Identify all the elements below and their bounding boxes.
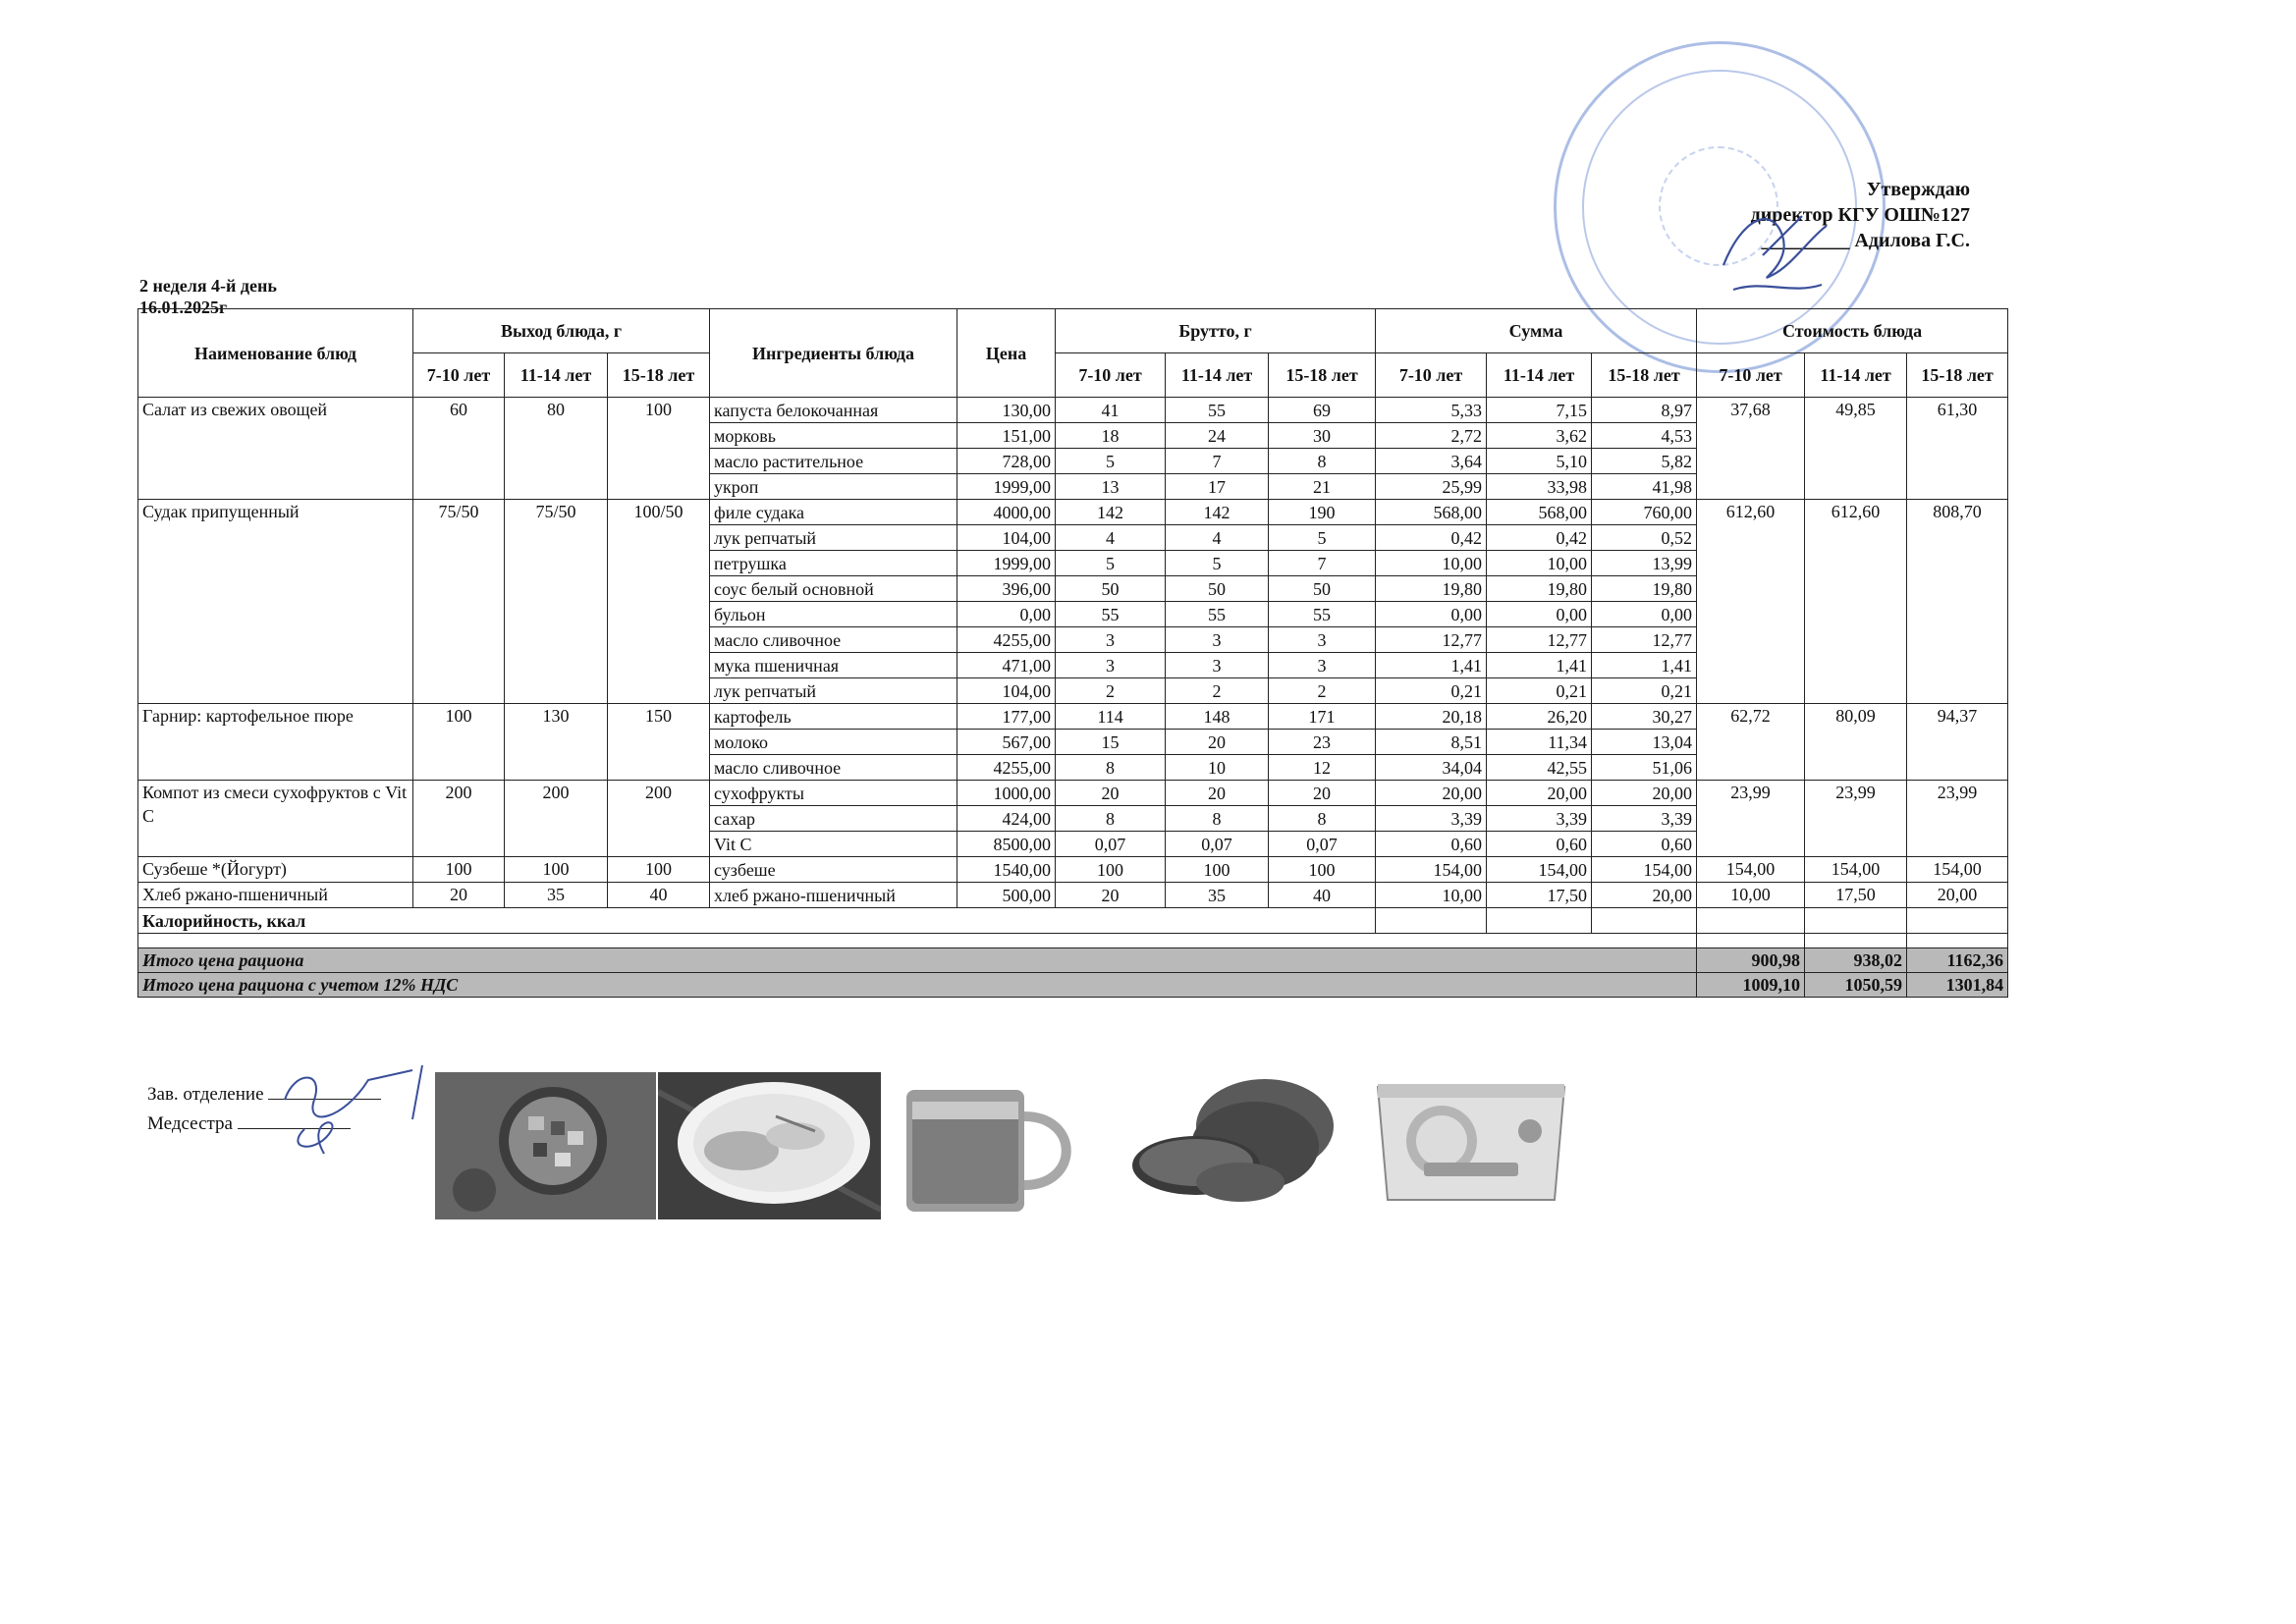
footer-signatures-ink [275,1060,432,1159]
sum-value: 0,60 [1487,832,1592,857]
brutto-value: 8 [1056,755,1166,781]
age-header: 7-10 лет [1697,353,1805,398]
sum-value: 30,27 [1592,704,1697,730]
total-vat-value: 1301,84 [1907,973,2008,998]
calories-label: Калорийность, ккал [138,908,1376,934]
spacer-row [138,934,2008,948]
dish-output: 100/50 [608,500,710,704]
ingredient-price: 1000,00 [957,781,1056,806]
sum-value: 3,39 [1376,806,1487,832]
brutto-value: 55 [1166,602,1269,627]
brutto-value: 7 [1269,551,1376,576]
sum-value: 12,77 [1376,627,1487,653]
dish-output: 75/50 [413,500,505,704]
brutto-value: 100 [1166,857,1269,883]
brutto-value: 50 [1056,576,1166,602]
sum-value: 154,00 [1592,857,1697,883]
brutto-value: 50 [1166,576,1269,602]
dish-name: Компот из смеси сухофруктов с Vit C [138,781,413,857]
dish-cost: 94,37 [1907,704,2008,781]
ingredient-price: 104,00 [957,678,1056,704]
compote-photo [899,1072,1095,1219]
dish-output: 20 [413,883,505,908]
ingredient-price: 1999,00 [957,551,1056,576]
total-value: 1162,36 [1907,948,2008,973]
sum-value: 10,00 [1376,551,1487,576]
brutto-value: 8 [1269,449,1376,474]
dish-name: Сузбеше *(Йогурт) [138,857,413,883]
brutto-value: 5 [1166,551,1269,576]
sum-value: 42,55 [1487,755,1592,781]
approval-name: _________ Адилова Г.С. [1761,230,1970,251]
compote-cup-image [899,1072,1095,1219]
brutto-value: 41 [1056,398,1166,423]
sum-value: 41,98 [1592,474,1697,500]
sum-value: 34,04 [1376,755,1487,781]
ingredient-price: 1999,00 [957,474,1056,500]
ingredient-name: петрушка [710,551,957,576]
brutto-value: 15 [1056,730,1166,755]
dish-cost: 154,00 [1805,857,1907,883]
dish-output: 200 [413,781,505,857]
brutto-value: 20 [1166,730,1269,755]
header-cost: Стоимость блюда [1697,309,2008,353]
ingredient-name: мука пшеничная [710,653,957,678]
age-header: 15-18 лет [608,353,710,398]
dish-output: 75/50 [505,500,608,704]
dish-output: 100 [413,857,505,883]
brutto-value: 8 [1056,806,1166,832]
ingredient-name: бульон [710,602,957,627]
dish-name: Судак припущенный [138,500,413,704]
ingredient-price: 1540,00 [957,857,1056,883]
brutto-value: 4 [1056,525,1166,551]
ingredient-price: 4255,00 [957,627,1056,653]
fish-photo [658,1072,881,1219]
brutto-value: 5 [1056,551,1166,576]
age-header: 11-14 лет [1805,353,1907,398]
sum-value: 154,00 [1376,857,1487,883]
sum-value: 20,18 [1376,704,1487,730]
dish-output: 200 [505,781,608,857]
brutto-value: 20 [1056,883,1166,908]
sum-value: 0,21 [1487,678,1592,704]
ingredient-name: хлеб ржано-пшеничный [710,883,957,908]
ingredient-name: укроп [710,474,957,500]
brutto-value: 3 [1269,627,1376,653]
total-value: 900,98 [1697,948,1805,973]
brutto-value: 100 [1269,857,1376,883]
header-output: Выход блюда, г [413,309,710,353]
sum-value: 10,00 [1376,883,1487,908]
sum-value: 3,39 [1592,806,1697,832]
sum-value: 5,10 [1487,449,1592,474]
ingredient-name: картофель [710,704,957,730]
sum-value: 0,21 [1376,678,1487,704]
brutto-value: 171 [1269,704,1376,730]
age-header: 7-10 лет [413,353,505,398]
brutto-value: 69 [1269,398,1376,423]
sum-value: 0,21 [1592,678,1697,704]
header-brutto: Брутто, г [1056,309,1376,353]
dish-cost: 612,60 [1805,500,1907,704]
sum-value: 3,64 [1376,449,1487,474]
dish-cost: 61,30 [1907,398,2008,500]
sum-value: 3,39 [1487,806,1592,832]
ingredient-price: 500,00 [957,883,1056,908]
ingredient-name: сузбеше [710,857,957,883]
dish-cost: 10,00 [1697,883,1805,908]
menu-table [137,308,2008,998]
dish-output: 60 [413,398,505,500]
rye-bread-image [1118,1072,1343,1219]
age-header: 15-18 лет [1592,353,1697,398]
sum-value: 5,82 [1592,449,1697,474]
brutto-value: 30 [1269,423,1376,449]
sum-value: 1,41 [1376,653,1487,678]
sum-value: 1,41 [1592,653,1697,678]
brutto-value: 142 [1056,500,1166,525]
brutto-value: 55 [1166,398,1269,423]
sum-value: 20,00 [1592,883,1697,908]
brutto-value: 0,07 [1166,832,1269,857]
ingredient-price: 567,00 [957,730,1056,755]
brutto-value: 0,07 [1269,832,1376,857]
brutto-value: 12 [1269,755,1376,781]
sum-value: 17,50 [1487,883,1592,908]
age-header: 11-14 лет [505,353,608,398]
brutto-value: 24 [1166,423,1269,449]
menu-body [138,398,2008,908]
sum-value: 20,00 [1592,781,1697,806]
dish-cost: 49,85 [1805,398,1907,500]
table-row [138,704,2008,730]
sum-value: 154,00 [1487,857,1592,883]
sum-value: 33,98 [1487,474,1592,500]
ingredient-name: морковь [710,423,957,449]
ingredient-name: масло растительное [710,449,957,474]
brutto-value: 20 [1056,781,1166,806]
total-vat-value: 1009,10 [1697,973,1805,998]
sum-value: 10,00 [1487,551,1592,576]
brutto-value: 5 [1269,525,1376,551]
ingredient-name: лук репчатый [710,525,957,551]
salad-bowl-image [435,1072,656,1219]
sum-value: 26,20 [1487,704,1592,730]
age-header: 15-18 лет [1907,353,2008,398]
table-row [138,883,2008,908]
week-day: 2 неделя 4-й день [139,276,277,296]
ingredient-name: капуста белокочанная [710,398,957,423]
brutto-value: 2 [1166,678,1269,704]
ingredient-price: 424,00 [957,806,1056,832]
dish-cost: 80,09 [1805,704,1907,781]
dish-output: 35 [505,883,608,908]
ingredient-name: сахар [710,806,957,832]
brutto-value: 114 [1056,704,1166,730]
table-row [138,398,2008,423]
sum-value: 568,00 [1487,500,1592,525]
dish-output: 40 [608,883,710,908]
sum-value: 0,42 [1376,525,1487,551]
dish-output: 100 [413,704,505,781]
table-row [138,857,2008,883]
calories-row [138,908,2008,934]
brutto-value: 35 [1166,883,1269,908]
dish-name: Гарнир: картофельное пюре [138,704,413,781]
dish-cost: 23,99 [1697,781,1805,857]
brutto-value: 55 [1056,602,1166,627]
sum-value: 0,52 [1592,525,1697,551]
brutto-value: 142 [1166,500,1269,525]
brutto-value: 0,07 [1056,832,1166,857]
dish-cost: 20,00 [1907,883,2008,908]
age-header: 7-10 лет [1056,353,1166,398]
dish-name: Салат из свежих овощей [138,398,413,500]
brutto-value: 21 [1269,474,1376,500]
ingredient-name: масло сливочное [710,627,957,653]
ingredient-name: лук репчатый [710,678,957,704]
sum-value: 12,77 [1487,627,1592,653]
ingredient-price: 130,00 [957,398,1056,423]
brutto-value: 3 [1166,627,1269,653]
dish-cost: 154,00 [1697,857,1805,883]
sum-value: 8,51 [1376,730,1487,755]
brutto-value: 148 [1166,704,1269,730]
yogurt-photo [1373,1072,1569,1219]
ingredient-name: филе судака [710,500,957,525]
ingredient-price: 396,00 [957,576,1056,602]
dish-cost: 808,70 [1907,500,2008,704]
ingredient-price: 177,00 [957,704,1056,730]
brutto-value: 8 [1166,806,1269,832]
brutto-value: 18 [1056,423,1166,449]
brutto-value: 40 [1269,883,1376,908]
sum-value: 760,00 [1592,500,1697,525]
sum-value: 2,72 [1376,423,1487,449]
brutto-value: 55 [1269,602,1376,627]
sum-value: 0,00 [1376,602,1487,627]
brutto-value: 3 [1056,653,1166,678]
brutto-value: 4 [1166,525,1269,551]
sum-value: 19,80 [1487,576,1592,602]
age-header: 7-10 лет [1376,353,1487,398]
dish-output: 150 [608,704,710,781]
age-header: 11-14 лет [1166,353,1269,398]
ingredient-price: 8500,00 [957,832,1056,857]
brutto-value: 3 [1056,627,1166,653]
dish-output: 100 [608,398,710,500]
dish-output: 100 [608,857,710,883]
brutto-value: 20 [1166,781,1269,806]
age-header: 11-14 лет [1487,353,1592,398]
sum-value: 7,15 [1487,398,1592,423]
brutto-value: 17 [1166,474,1269,500]
sum-value: 13,04 [1592,730,1697,755]
dish-cost: 23,99 [1907,781,2008,857]
header-price: Цена [957,309,1056,398]
dish-name: Хлеб ржано-пшеничный [138,883,413,908]
ingredient-name: сухофрукты [710,781,957,806]
dish-output: 80 [505,398,608,500]
ingredient-name: молоко [710,730,957,755]
brutto-value: 23 [1269,730,1376,755]
sum-value: 51,06 [1592,755,1697,781]
total-value: 938,02 [1805,948,1907,973]
dish-cost: 23,99 [1805,781,1907,857]
table-row [138,781,2008,806]
ingredient-price: 471,00 [957,653,1056,678]
header-dish-name: Наименование блюд [138,309,413,398]
director-signature [1714,196,1841,304]
sum-value: 13,99 [1592,551,1697,576]
sum-value: 568,00 [1376,500,1487,525]
header-sum: Сумма [1376,309,1697,353]
document-date: 16.01.2025г [139,298,228,317]
dish-cost: 154,00 [1907,857,2008,883]
brutto-value: 20 [1269,781,1376,806]
brutto-value: 8 [1269,806,1376,832]
sum-value: 20,00 [1487,781,1592,806]
total-label: Итого цена рациона [138,948,1697,973]
sum-value: 11,34 [1487,730,1592,755]
dish-output: 130 [505,704,608,781]
sum-value: 4,53 [1592,423,1697,449]
brutto-value: 3 [1269,653,1376,678]
ingredient-price: 728,00 [957,449,1056,474]
brutto-value: 10 [1166,755,1269,781]
age-header: 15-18 лет [1269,353,1376,398]
sum-value: 25,99 [1376,474,1487,500]
sum-value: 0,42 [1487,525,1592,551]
dish-output: 100 [505,857,608,883]
ingredient-name: Vit C [710,832,957,857]
approval-position: директор КГУ ОШ№127 [1750,204,1970,226]
sum-value: 3,62 [1487,423,1592,449]
nurse-label: Медсестра [147,1113,233,1134]
ingredient-name: масло сливочное [710,755,957,781]
sum-value: 0,60 [1592,832,1697,857]
ingredient-price: 4000,00 [957,500,1056,525]
sum-value: 12,77 [1592,627,1697,653]
dish-cost: 62,72 [1697,704,1805,781]
header-ingredients: Ингредиенты блюда [710,309,957,398]
dish-cost: 612,60 [1697,500,1805,704]
ingredient-price: 0,00 [957,602,1056,627]
sum-value: 8,97 [1592,398,1697,423]
bread-photo [1118,1072,1343,1219]
sum-value: 0,60 [1376,832,1487,857]
brutto-value: 100 [1056,857,1166,883]
total-vat-row [138,973,2008,998]
sum-value: 1,41 [1487,653,1592,678]
salad-photo [435,1072,656,1219]
total-vat-label: Итого цена рациона с учетом 12% НДС [138,973,1697,998]
brutto-value: 2 [1056,678,1166,704]
ingredient-price: 151,00 [957,423,1056,449]
brutto-value: 190 [1269,500,1376,525]
ingredient-price: 104,00 [957,525,1056,551]
dish-cost: 17,50 [1805,883,1907,908]
approval-title: Утверждаю [1866,179,1970,200]
head-of-department-label: Зав. отделение [147,1084,264,1105]
brutto-value: 7 [1166,449,1269,474]
sum-value: 20,00 [1376,781,1487,806]
ingredient-price: 4255,00 [957,755,1056,781]
sum-value: 19,80 [1592,576,1697,602]
sum-value: 5,33 [1376,398,1487,423]
brutto-value: 50 [1269,576,1376,602]
ingredient-name: соус белый основной [710,576,957,602]
brutto-value: 2 [1269,678,1376,704]
dish-output: 200 [608,781,710,857]
yogurt-cup-image [1373,1072,1569,1219]
brutto-value: 3 [1166,653,1269,678]
sum-value: 0,00 [1487,602,1592,627]
brutto-value: 5 [1056,449,1166,474]
fish-plate-image [658,1072,881,1219]
sum-value: 0,00 [1592,602,1697,627]
sum-value: 19,80 [1376,576,1487,602]
brutto-value: 13 [1056,474,1166,500]
table-row [138,500,2008,525]
total-row [138,948,2008,973]
dish-cost: 37,68 [1697,398,1805,500]
total-vat-value: 1050,59 [1805,973,1907,998]
